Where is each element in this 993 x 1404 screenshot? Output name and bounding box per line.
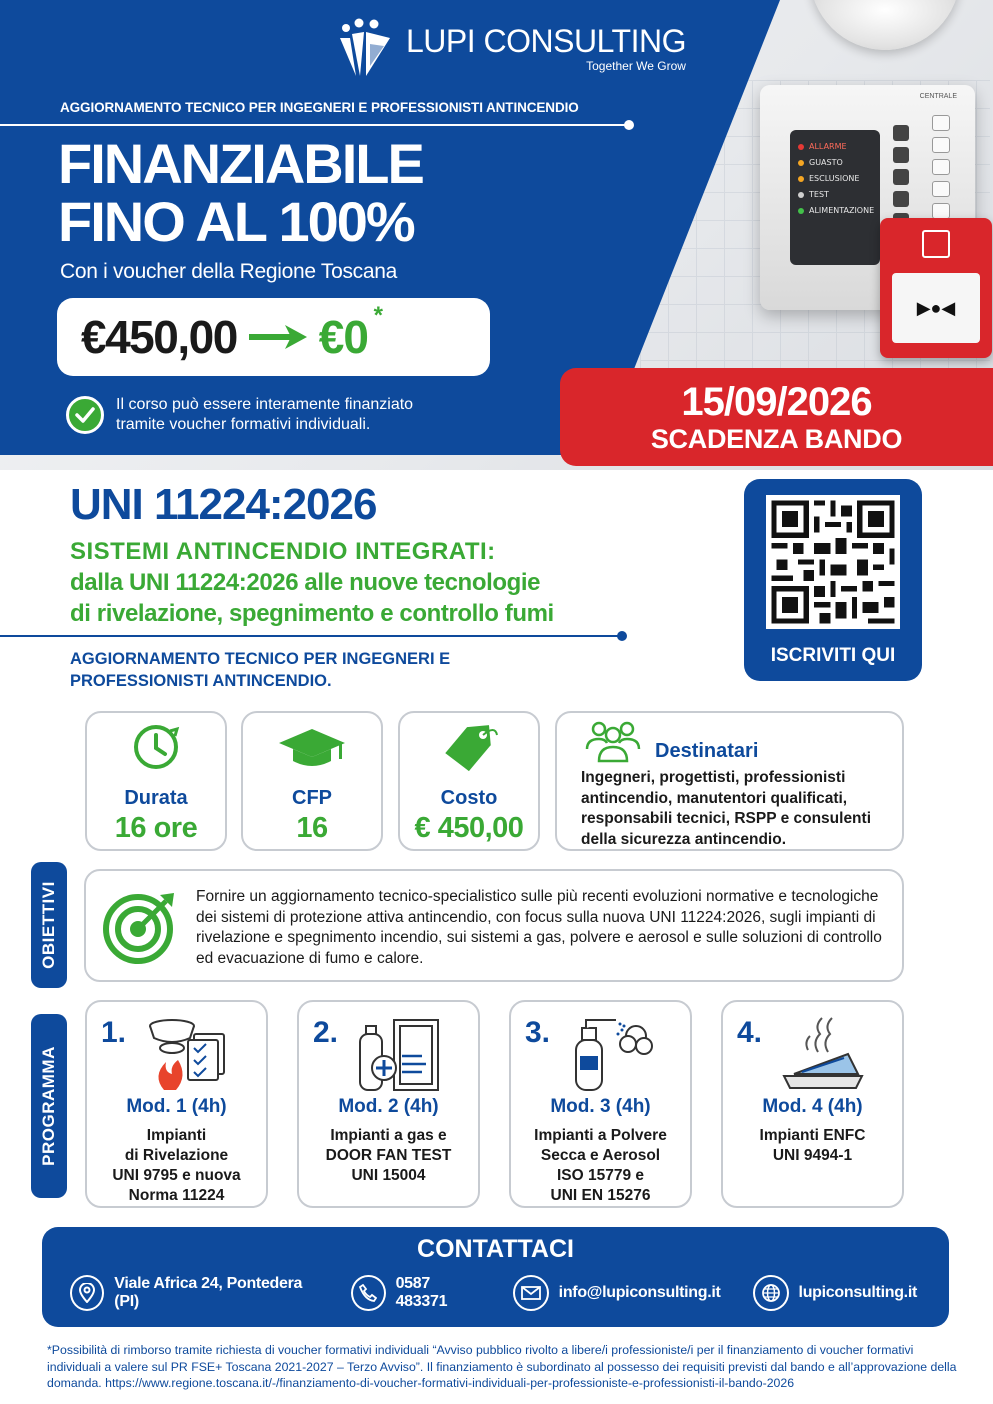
checkmark-icon — [66, 396, 104, 434]
extinguisher-spray-icon — [566, 1016, 656, 1094]
objectives-tab — [31, 862, 67, 988]
led-icon — [798, 176, 804, 182]
program-tab — [31, 1014, 67, 1198]
website-text[interactable]: lupiconsulting.it — [798, 1284, 917, 1301]
course-title — [70, 536, 554, 629]
led-icon — [798, 192, 804, 198]
footnote-mark: * — [373, 302, 382, 329]
phone-text[interactable]: 0587 483371 — [395, 1275, 448, 1310]
objectives-text: Fornire un aggiornamento tecnico-specialistico sulle più recenti evoluzioni normative e tecnologiche dei sistemi di protezione attiva antincendio, con focus sulla nuova UNI 11224:2026, sugli impianti di rivelazione e spegnimento incendio, sui sistemi a gas, polvere e aerosol e sulle soluzioni di controllo ed evacuazione di fumo e calore. — [196, 888, 882, 967]
module-line: Secca e Aerosol — [540, 1147, 661, 1164]
hero-title — [58, 132, 423, 253]
course-title-line: di rivelazione, spegnimento e controllo fumi — [70, 600, 554, 627]
module-card — [297, 1000, 480, 1208]
hero-section — [0, 0, 993, 470]
divider-dot — [617, 631, 627, 641]
price-box — [57, 298, 490, 376]
mail-icon — [513, 1275, 549, 1311]
module-card — [721, 1000, 904, 1208]
panel-row-label: TEST — [809, 190, 829, 199]
panel-buttons — [893, 125, 909, 229]
recipients-card — [555, 711, 904, 851]
module-title: Mod. 3 (4h) — [550, 1096, 651, 1117]
course-title-line: dalla UNI 11224:2026 alle nuove tecnologie — [70, 569, 541, 596]
contact-email[interactable] — [513, 1275, 721, 1311]
recipients-text: Ingegneri, progettisti, professionisti antincendio, manutentori qualificati, responsabili tecnici, RSPP e consulenti della sicurezza antincendio. — [581, 769, 871, 848]
module-title: Mod. 2 (4h) — [338, 1096, 439, 1117]
brand-logo — [332, 18, 686, 80]
module-number: 1. — [101, 1016, 127, 1049]
course-title-line: SISTEMI ANTINCENDIO INTEGRATI: — [70, 538, 496, 565]
contact-title: CONTATTACI — [417, 1235, 574, 1263]
info-label: CFP — [292, 787, 332, 809]
module-title: Mod. 4 (4h) — [762, 1096, 863, 1117]
contact-row — [70, 1275, 949, 1311]
register-qr-card[interactable] — [744, 479, 922, 681]
objectives-tab-label: OBIETTIVI — [39, 881, 58, 969]
panel-row — [798, 206, 875, 215]
deadline-banner — [560, 368, 993, 466]
led-icon — [798, 144, 804, 150]
hero-kicker: AGGIORNAMENTO TECNICO PER INGEGNERI E PROFESSIONISTI ANTINCENDIO — [60, 100, 579, 115]
logo-fan-icon — [332, 18, 394, 80]
hero-title-line: FINANZIABILE — [58, 132, 423, 195]
funding-note-line: Il corso può essere interamente finanziato — [116, 396, 414, 413]
people-group-icon — [585, 719, 641, 763]
deadline-date: 15/09/2026 — [681, 379, 872, 424]
module-line: UNI 9795 e nuova — [112, 1167, 241, 1184]
qr-code[interactable] — [766, 495, 900, 629]
panel-row — [798, 158, 872, 167]
phone-icon — [351, 1275, 385, 1311]
info-value: € 450,00 — [414, 812, 524, 844]
course-code: UNI 11224:2026 — [70, 480, 377, 529]
panel-row-label: ALIMENTAZIONE — [809, 206, 875, 215]
push-arrows-icon: ▶●◀ — [892, 273, 980, 343]
duration-card — [85, 711, 227, 851]
recipients-title: Destinatari — [655, 739, 759, 762]
email-text[interactable]: info@lupiconsulting.it — [558, 1284, 721, 1301]
module-description — [299, 1126, 478, 1186]
funding-note-text — [116, 395, 413, 435]
module-title: Mod. 1 (4h) — [126, 1096, 227, 1117]
module-description — [723, 1126, 902, 1166]
module-line: UNI 15004 — [351, 1167, 426, 1184]
panel-label: CENTRALE — [919, 93, 957, 100]
course-subtitle — [70, 648, 450, 692]
price-tag-icon — [439, 721, 499, 773]
location-pin-icon — [70, 1275, 104, 1311]
module-line: UNI EN 15276 — [550, 1187, 651, 1204]
objectives-card — [84, 869, 904, 982]
led-icon — [798, 160, 804, 166]
course-subtitle-line: PROFESSIONISTI ANTINCENDIO. — [70, 672, 332, 690]
module-line: Impianti — [146, 1127, 207, 1144]
module-card — [509, 1000, 692, 1208]
funding-note-line: tramite voucher formativi individuali. — [116, 416, 371, 433]
hero-title-line: FINO AL 100% — [58, 190, 414, 253]
house-icon — [922, 230, 950, 258]
module-line: Norma 11224 — [128, 1187, 225, 1204]
divider — [0, 124, 630, 126]
led-icon — [798, 208, 804, 214]
hero-subtitle: Con i voucher della Regione Toscana — [60, 260, 398, 283]
recipients-header — [585, 719, 758, 763]
cost-card — [398, 711, 540, 851]
panel-row-label: GUASTO — [809, 158, 843, 167]
panel-row-label: ALLARME — [809, 142, 847, 151]
panel-row-label: ESCLUSIONE — [809, 174, 860, 183]
smoke-detector-icon — [142, 1016, 232, 1094]
module-number: 4. — [737, 1016, 763, 1049]
address-text[interactable]: Viale Africa 24, Pontedera (PI) — [114, 1275, 303, 1310]
panel-screen — [790, 130, 880, 265]
info-label: Durata — [124, 787, 188, 809]
module-line: Impianti a Polvere — [534, 1127, 667, 1144]
module-line: di Rivelazione — [124, 1147, 229, 1164]
divider — [0, 635, 622, 637]
cfp-card — [241, 711, 383, 851]
globe-icon — [753, 1275, 789, 1311]
brand-name: LUPI CONSULTING — [406, 23, 686, 59]
panel-row — [798, 174, 872, 183]
price-new-value: €0 — [318, 311, 368, 363]
target-icon — [100, 887, 180, 967]
manual-call-point-image — [880, 218, 992, 358]
module-line: Impianti a gas e — [330, 1127, 447, 1144]
module-line: DOOR FAN TEST — [325, 1147, 452, 1164]
course-subtitle-line: AGGIORNAMENTO TECNICO PER INGEGNERI E — [70, 650, 451, 668]
info-value: 16 — [296, 812, 328, 844]
arrow-right-icon — [249, 325, 307, 349]
contact-phone[interactable] — [351, 1275, 480, 1311]
module-number: 3. — [525, 1016, 551, 1049]
smoke-detector-image — [810, 0, 960, 50]
contact-website[interactable] — [753, 1275, 917, 1311]
price-old: €450,00 — [81, 311, 237, 363]
module-description — [87, 1126, 266, 1206]
gas-cylinder-door-icon — [354, 1016, 444, 1094]
panel-row — [798, 142, 872, 151]
footnote: *Possibilità di rimborso tramite richiesta di voucher formativi individuali “Avviso pubblico rivolto a libere/i professioniste/i per il finanziamento di voucher formativi individuali a valere sul PR FSE+ Toscana 2021-2027 – Terzo Avviso”. Il finanziamento è subordinato al possesso dei requisiti previsti dal bando e all’approvazione della domanda. https://www.regione.toscana.it/-/finanziamento-di-voucher-formativi-individuali-per-professioniste-e-professionisti-il-bando-2026 — [47, 1343, 957, 1390]
clock-icon — [130, 721, 182, 773]
deadline-label: SCADENZA BANDO — [650, 423, 903, 454]
info-value: 16 ore — [114, 812, 198, 844]
contact-address[interactable] — [70, 1275, 319, 1311]
graduation-cap-icon — [277, 721, 347, 773]
smoke-vent-icon — [778, 1016, 868, 1094]
panel-row — [798, 190, 872, 199]
program-tab-label: PROGRAMMA — [39, 1046, 58, 1166]
module-line: Impianti ENFC — [759, 1127, 866, 1144]
funding-note — [66, 395, 413, 435]
contact-bar — [42, 1227, 949, 1327]
module-description — [511, 1126, 690, 1206]
info-label: Costo — [440, 787, 498, 809]
register-label[interactable]: ISCRIVITI QUI — [770, 645, 896, 666]
divider-dot — [624, 120, 634, 130]
module-card — [85, 1000, 268, 1208]
module-number: 2. — [313, 1016, 339, 1049]
module-line: UNI 9494-1 — [772, 1147, 853, 1164]
brand-tagline: Together We Grow — [586, 59, 686, 73]
price-new — [318, 302, 382, 364]
module-line: ISO 15779 e — [556, 1167, 645, 1184]
